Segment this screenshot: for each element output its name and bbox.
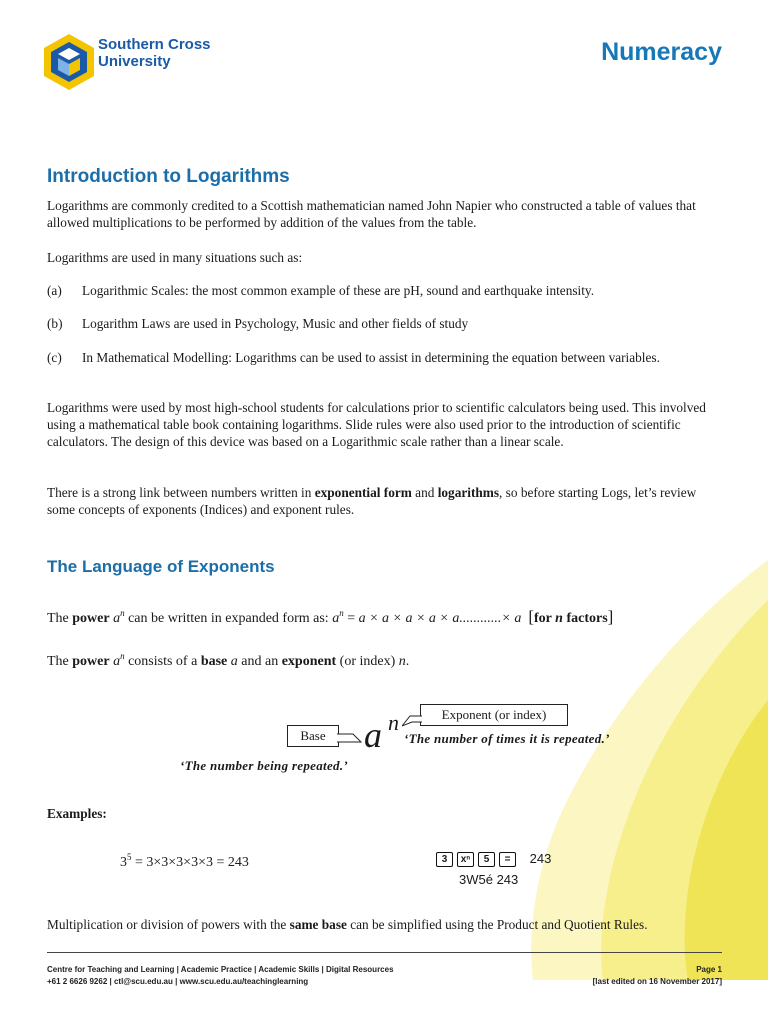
- bracket-text-2: factors: [562, 611, 608, 626]
- example-exponent: 5: [127, 852, 132, 862]
- exponent-symbol: n: [398, 654, 406, 669]
- bracket-var: n: [555, 611, 563, 626]
- example-expression: [120, 852, 249, 871]
- examples-label: Examples:: [47, 806, 107, 821]
- example-expansion: = 3×3×3×3×3 = 243: [131, 855, 249, 870]
- power-line-text-2: can be written in expanded form as:: [128, 611, 333, 626]
- footer-right: [593, 964, 722, 988]
- power-expansion: a × a × a × a × a............× a: [358, 611, 522, 626]
- power-symbol: [113, 608, 125, 626]
- link-paragraph: [47, 485, 719, 519]
- example-base: 3: [120, 855, 127, 870]
- power-expanded-line: The power $a^n$ can be written in expanded form as: $a^n = a \times a \times a \times a \times a............\times a$ [for n factors]: [47, 607, 614, 626]
- list-item-text: In Mathematical Modelling: Logarithms can be used to assist in determining the equation between variables.: [82, 350, 660, 365]
- power-symbol-base-3: a: [113, 654, 121, 669]
- rules-paragraph: [47, 917, 719, 934]
- base-line-bold-2: base: [200, 654, 228, 669]
- logo-line-2: University: [98, 53, 171, 70]
- link-text-3: , so before starting Logs, let’s review some concepts of exponents (Indices) and exponent rules.: [47, 485, 697, 517]
- power-symbol-exp: n: [120, 608, 125, 618]
- exponent-pointer-icon: [402, 714, 422, 728]
- link-text-1: There is a strong link between numbers written in: [47, 485, 315, 500]
- exponent-diagram: [180, 700, 640, 780]
- power-symbol-3: [113, 651, 125, 669]
- base-exponent-line: The power $a^n$ consists of a base a and an exponent (or index) n.: [47, 651, 410, 669]
- calculator-key: 3: [436, 852, 453, 867]
- list-item-label: (a): [47, 283, 62, 298]
- calculator-key: =: [499, 852, 516, 867]
- rules-text-1: Multiplication or division of powers with the: [47, 917, 290, 932]
- university-logo: [44, 34, 244, 90]
- last-edited: [last edited on 16 November 2017]: [592, 977, 722, 986]
- calculator-key: xⁿ: [457, 852, 474, 867]
- diagram-exponent-symbol: n: [388, 710, 399, 735]
- intro-paragraph: Logarithms are commonly credited to a Scottish mathematician named John Napier who constructed a table of values that allowed multiplications to be performed by addition of the values from the table.: [47, 198, 696, 230]
- link-bold-1: exponential form: [314, 485, 412, 500]
- base-line-text-3: and an: [237, 654, 282, 669]
- footer-contact: +61 2 6626 9262 | ctl@scu.edu.au | www.scu.edu.au/teachinglearning: [47, 977, 309, 986]
- bracket-text: for: [534, 611, 556, 626]
- power-line-text: The: [47, 611, 73, 626]
- exponent-label-box: Exponent (or index): [420, 704, 568, 726]
- base-pointer-icon: [337, 728, 367, 748]
- base-line-text-4: (or index): [336, 654, 399, 669]
- base-quote: ‘The number being repeated.’: [180, 758, 348, 773]
- footer-left: [47, 964, 394, 988]
- power-symbol-2: [332, 608, 344, 626]
- calculator-key: 5: [478, 852, 495, 867]
- power-symbol-exp-2: n: [339, 608, 344, 618]
- link-bold-2: logarithms: [437, 485, 500, 500]
- power-symbol-base: a: [113, 611, 121, 626]
- footer-divider: [47, 952, 722, 953]
- rules-bold: same base: [289, 917, 347, 932]
- base-label-box: Base: [287, 725, 339, 747]
- power-symbol-base-2: a: [332, 611, 340, 626]
- document-type: Numeracy: [601, 38, 722, 66]
- page-number: Page 1: [696, 965, 722, 974]
- base-symbol: a: [230, 654, 238, 669]
- scu-shield-icon: [44, 34, 94, 90]
- list-item-text: Logarithmic Scales: the most common example of these are pH, sound and earthquake intensity.: [82, 283, 595, 298]
- footer-links: Centre for Teaching and Learning | Academic Practice | Academic Skills | Digital Resources: [47, 965, 394, 974]
- list-item-label: (b): [47, 316, 63, 331]
- list-item-text: Logarithm Laws are used in Psychology, Music and other fields of study: [82, 316, 469, 331]
- power-symbol-exp-3: n: [120, 651, 125, 661]
- link-text-2: and: [411, 485, 438, 500]
- history-paragraph: Logarithms were used by most high-school students for calculations prior to scientific calculators being used. This involved using a mathematical table book containing logarithms. Slide rules were also used prior to the introduction of scientific calculators. The design of this device was based on a Logarithmic scale rather than a linear scale.: [47, 400, 706, 449]
- power-line-bold: power: [72, 611, 110, 626]
- base-line-text-2: consists of a: [128, 654, 201, 669]
- page-title: Introduction to Logarithms: [47, 166, 290, 187]
- rules-text-2: can be simplified using the Product and Quotient Rules.: [346, 917, 648, 932]
- calculator-result: 243: [529, 851, 552, 866]
- logo-wordmark: [98, 36, 211, 70]
- base-line-bold-1: power: [72, 654, 110, 669]
- logo-line-1: Southern Cross: [98, 36, 211, 53]
- exponent-quote: ‘The number of times it is repeated.’: [404, 731, 610, 746]
- base-line-text: The: [47, 654, 73, 669]
- calculator-text: 3W5é 243: [459, 872, 519, 887]
- diagram-base-symbol: a: [364, 715, 382, 755]
- calculator-keys: [436, 851, 551, 867]
- list-item-label: (c): [47, 350, 62, 365]
- section-title: The Language of Exponents: [47, 557, 275, 576]
- base-line-bold-3: exponent: [281, 654, 337, 669]
- uses-intro: Logarithms are used in many situations such as:: [47, 250, 303, 265]
